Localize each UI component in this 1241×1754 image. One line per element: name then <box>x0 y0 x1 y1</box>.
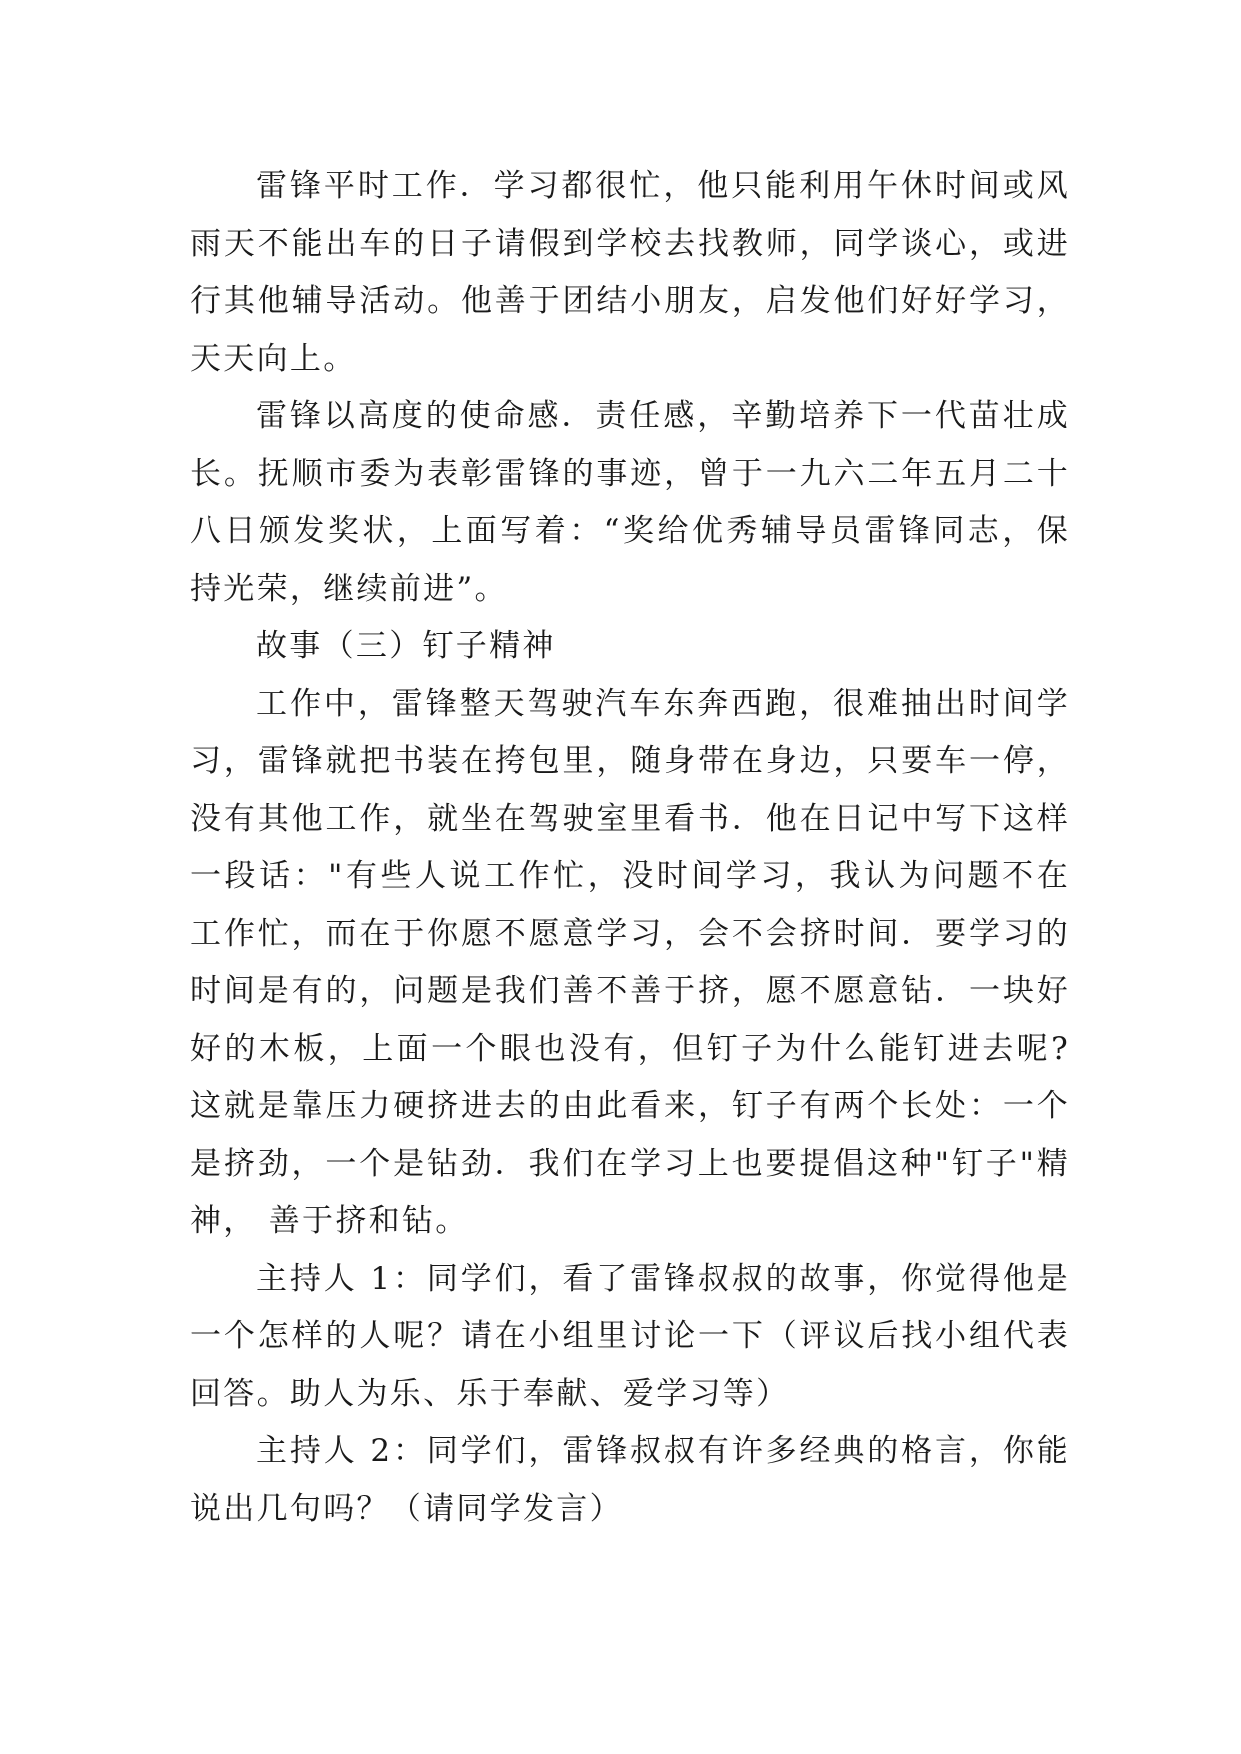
paragraph-award-certificate: 雷锋以高度的使命感．责任感，辛勤培养下一代苗壮成长。抚顺市委为表彰雷锋的事迹，曾于一九六二年五月二十八日颁发奖状，上面写着：“奖给优秀辅导员雷锋同志，保持光荣，继续前进”。 <box>190 398 1070 607</box>
paragraph-nail-spirit: 工作中，雷锋整天驾驶汽车东奔西跑，很难抽出时间学习，雷锋就把书装在挎包里，随身带在身边，只要车一停，没有其他工作，就坐在驾驶室里看书．他在日记中写下这样一段话："有些人说工作忙，没时间学习，我认为问题不在工作忙，而在于你愿不愿意学习，会不会挤时间．要学习的时间是有的，问题是我们善不善于挤，愿不愿意钻．一块好好的木板，上面一个眼也没有，但钉子为什么能钉进去呢?这就是靠压力硬挤进去的由此看来，钉子有两个长处：一个是挤劲，一个是钻劲．我们在学习上也要提倡这种"钉子"精神， 善于挤和钻。 <box>190 685 1070 1239</box>
paragraph-host-1: 主持人 1：同学们，看了雷锋叔叔的故事，你觉得他是一个怎样的人呢？请在小组里讨论一下（评议后找小组代表回答。助人为乐、乐于奉献、爱学习等） <box>190 1260 1070 1412</box>
paragraph-after-school-tutoring: 雷锋平时工作．学习都很忙，他只能利用午休时间或风雨天不能出车的日子请假到学校去找教师，同学谈心，或进行其他辅导活动。他善于团结小朋友，启发他们好好学习，天天向上。 <box>190 168 1070 377</box>
paragraph-host-2: 主持人 2：同学们，雷锋叔叔有许多经典的格言，你能说出几句吗？（请同学发言） <box>190 1433 1070 1527</box>
story-heading-nail-spirit: 故事（三）钉子精神 <box>256 628 556 664</box>
document-body <box>190 158 1070 1538</box>
